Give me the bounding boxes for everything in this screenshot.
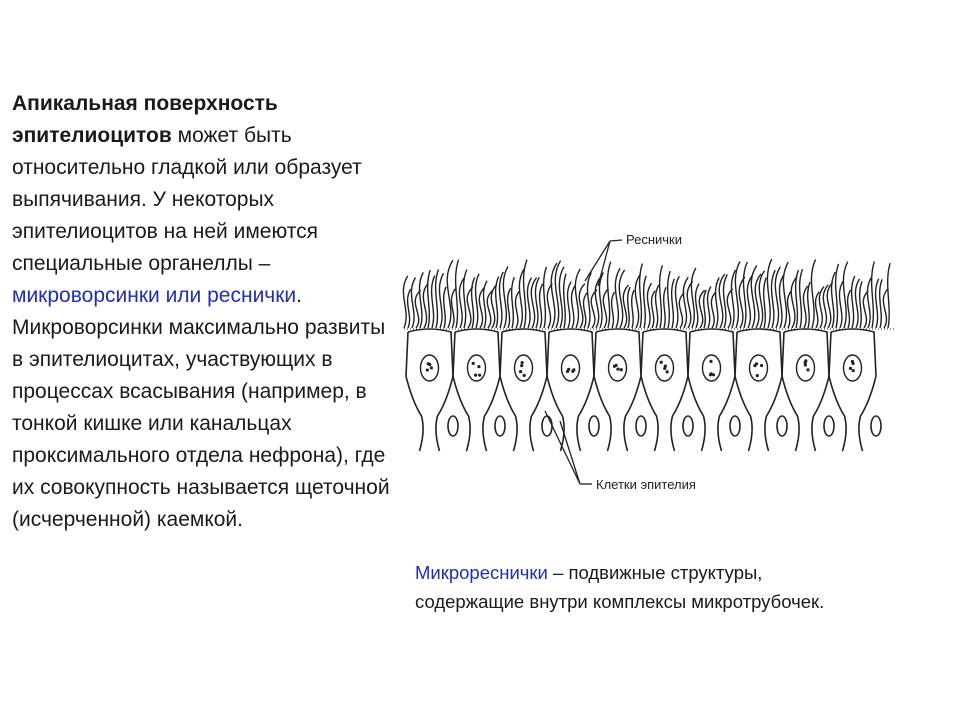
nucleolus-dot xyxy=(666,370,669,373)
cilium xyxy=(767,259,771,328)
nucleolus-dot xyxy=(430,366,433,369)
cilium xyxy=(888,263,890,328)
cilium xyxy=(796,270,799,328)
cilium xyxy=(484,281,488,328)
basal-cell xyxy=(871,416,881,436)
epithelial-cell xyxy=(453,329,500,451)
nucleolus-dot xyxy=(519,370,522,373)
basal-cell xyxy=(589,416,599,436)
cilium xyxy=(668,271,671,328)
cilium xyxy=(803,286,807,328)
cilium xyxy=(628,287,630,328)
cilium xyxy=(836,264,839,328)
cilium xyxy=(860,281,862,328)
epithelial-cell xyxy=(500,329,547,451)
nucleolus-dot xyxy=(709,360,712,363)
nucleolus-dot xyxy=(427,362,430,365)
label-cells: Клетки эпителия xyxy=(596,477,696,492)
cilium xyxy=(647,283,651,328)
cilia-pointer-line xyxy=(585,241,610,281)
cilium xyxy=(476,274,479,328)
cilium xyxy=(439,273,443,328)
nucleolus-dot xyxy=(616,367,619,370)
cell-nucleus xyxy=(421,355,439,381)
epithelial-cell xyxy=(829,329,876,451)
main-blue-term: микроворсинки или реснички xyxy=(12,284,297,307)
cilium xyxy=(451,289,455,328)
cilium xyxy=(872,261,875,328)
cilium xyxy=(672,279,675,328)
nucleolus-dot xyxy=(709,372,712,375)
cilium xyxy=(472,277,475,328)
cilium xyxy=(808,282,810,328)
cilium xyxy=(880,279,882,328)
cells-pointer-line xyxy=(545,411,580,484)
basal-cell xyxy=(730,416,740,436)
cilium xyxy=(839,281,843,328)
cilium xyxy=(444,287,446,328)
cilium xyxy=(764,278,767,328)
cilium xyxy=(428,270,431,328)
basal-cell xyxy=(683,416,693,436)
basal-cell xyxy=(824,416,834,436)
cilium xyxy=(559,267,564,328)
main-bold-lead: Апикальная поверхность эпителиоцитов xyxy=(12,92,278,147)
cell-nucleus xyxy=(797,355,815,381)
epithelium-diagram xyxy=(400,226,960,501)
epithelial-cell xyxy=(547,329,594,451)
nucleolus-dot xyxy=(478,374,481,377)
cilium xyxy=(632,290,634,328)
cell-nucleus xyxy=(468,355,486,381)
cilium xyxy=(568,282,572,328)
nucleolus-dot xyxy=(523,374,526,377)
nucleolus-dot xyxy=(849,367,852,370)
cilium xyxy=(535,277,539,328)
cilium xyxy=(432,276,435,328)
cilium xyxy=(527,278,531,328)
cilium xyxy=(815,292,819,328)
cilium xyxy=(715,278,719,328)
cilium xyxy=(852,276,855,328)
cilium xyxy=(524,260,527,328)
cell-nucleus xyxy=(515,355,533,381)
cilium xyxy=(656,285,659,328)
cell-nucleus xyxy=(844,355,862,381)
cilium xyxy=(644,276,647,328)
main-paragraph xyxy=(12,88,397,536)
cilium xyxy=(515,291,519,328)
cilium xyxy=(771,270,775,328)
cilium xyxy=(664,287,666,328)
epithelial-cell xyxy=(782,329,829,451)
cell-nucleus xyxy=(750,355,768,381)
cilium xyxy=(544,267,547,328)
nucleolus-dot xyxy=(753,364,756,367)
epithelial-cell xyxy=(641,329,688,451)
nucleolus-dot xyxy=(520,361,523,364)
nucleolus-dot xyxy=(472,362,475,365)
epithelial-cell xyxy=(406,329,453,451)
cilium xyxy=(564,274,566,328)
basal-cell xyxy=(542,416,552,436)
cilium xyxy=(800,269,803,328)
nucleolus-dot xyxy=(520,364,523,367)
cells-group xyxy=(404,329,894,451)
cilium xyxy=(783,262,788,328)
cell-nucleus xyxy=(703,355,721,381)
cilium xyxy=(660,265,663,328)
cell-nucleus xyxy=(562,355,580,381)
cilium xyxy=(436,269,439,328)
cilium xyxy=(708,286,711,328)
basal-cell xyxy=(495,416,505,436)
cilium xyxy=(615,268,620,328)
cilium xyxy=(743,262,747,328)
main-text-part2: . Микроворсинки максимально развиты в эпителиоцитах, участвующих в процессах всасывания (например, в тонкой кишке или канальцах проксимального отдела нефрона), где их совокупность называется щеточной (исчерченной) каемкой. xyxy=(12,284,390,531)
cilia-group xyxy=(403,259,890,328)
basal-cell xyxy=(636,416,646,436)
cilium xyxy=(811,259,815,328)
nucleolus-dot xyxy=(664,365,667,368)
basal-cell xyxy=(448,416,458,436)
pointer-lines xyxy=(545,240,622,484)
cilium xyxy=(608,262,611,328)
nucleolus-dot xyxy=(474,374,477,377)
caption-rest: – подвижные структуры, содержащие внутри комплексы микротрубочек. xyxy=(415,562,825,612)
nucleolus-dot xyxy=(477,365,480,368)
cilium xyxy=(612,292,615,328)
cilium xyxy=(652,291,656,328)
cilium xyxy=(848,290,851,328)
nucleolus-dot xyxy=(756,374,759,377)
cilium xyxy=(855,279,859,328)
cilium xyxy=(499,272,503,328)
caption xyxy=(415,558,855,616)
cilium xyxy=(571,285,575,328)
main-text-part1: может быть относительно гладкой или образует выпячивания. У некоторых эпителиоцитов на ней имеются специальные органеллы – xyxy=(12,124,362,275)
cilium xyxy=(584,293,588,328)
cilium xyxy=(508,288,511,328)
cilium xyxy=(831,272,835,328)
cilium xyxy=(843,262,847,328)
nucleolus-dot xyxy=(851,360,854,363)
cilium xyxy=(512,277,515,328)
nucleolus-dot xyxy=(613,365,616,368)
nucleolus-dot xyxy=(852,369,855,372)
epithelial-cell xyxy=(594,329,641,451)
nucleolus-dot xyxy=(620,368,623,371)
nucleolus-dot xyxy=(566,370,569,373)
nucleolus-dot xyxy=(806,368,809,371)
cilium xyxy=(704,290,707,328)
cilium xyxy=(496,277,499,328)
nucleolus-dot xyxy=(426,368,429,371)
epithelial-cell xyxy=(735,329,782,451)
cilium xyxy=(464,269,467,328)
nucleolus-dot xyxy=(804,363,807,366)
caption-term: Микрореснички xyxy=(415,562,548,583)
nucleolus-dot xyxy=(660,361,663,364)
cilium xyxy=(787,291,791,328)
basal-cell xyxy=(777,416,787,436)
cilium xyxy=(540,284,543,328)
cilium xyxy=(640,263,643,328)
cilium xyxy=(883,289,888,328)
nucleolus-dot xyxy=(760,364,763,367)
cilia-pointer-line xyxy=(610,240,622,241)
label-cilia: Реснички xyxy=(626,232,682,247)
nucleolus-dot xyxy=(571,370,574,373)
cilium xyxy=(696,284,700,328)
cilium xyxy=(876,279,879,328)
cilium xyxy=(456,260,459,328)
epithelial-cell xyxy=(688,329,735,451)
cilium xyxy=(419,272,423,328)
cilium xyxy=(408,289,411,328)
